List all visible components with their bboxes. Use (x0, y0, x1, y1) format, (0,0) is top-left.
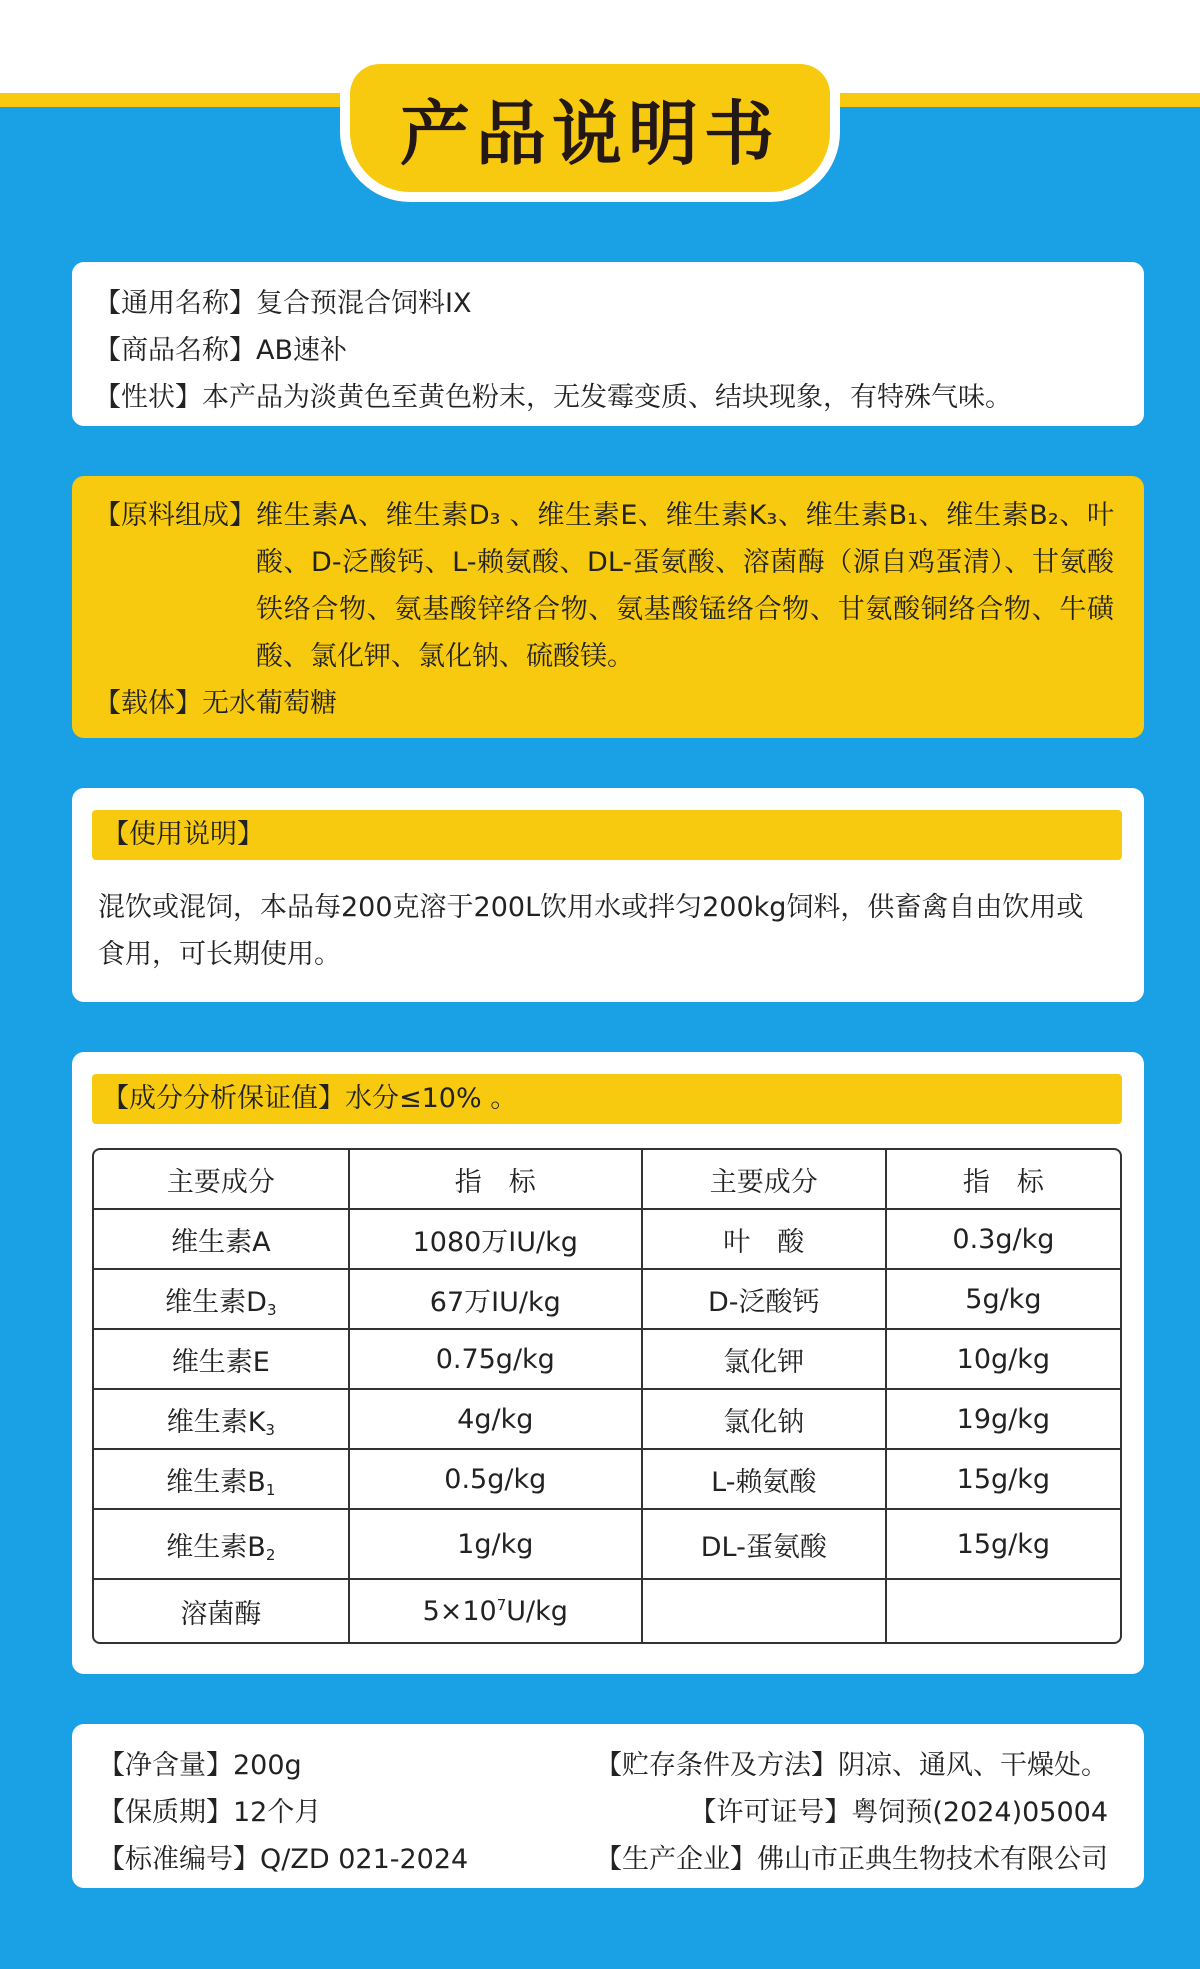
ingredient-cell: DL-蛋氨酸 (643, 1510, 887, 1580)
empty-cell (643, 1580, 887, 1642)
analysis-table (92, 1148, 1122, 1644)
value-cell: $5\times 10^7U/kg$ (350, 1580, 643, 1642)
header-index-2: 指 标 (887, 1150, 1120, 1210)
ingredient-cell: 氯化钾 (643, 1330, 887, 1390)
usage-line-1: 混饮或混饲，本品每200克溶于200L饮用水或拌匀200kg饲料，供畜禽自由饮用或 (98, 892, 1084, 923)
header-ingredient-2: 主要成分 (643, 1150, 887, 1210)
appearance: 【性状】本产品为淡黄色至黄色粉末，无发霉变质、结块现象，有特殊气味。 (94, 382, 1012, 413)
value-cell: 1080万IU/kg (350, 1210, 643, 1270)
footer-row-1 (98, 1742, 1108, 1789)
table-row (94, 1270, 1120, 1330)
value-cell: 10g/kg (887, 1330, 1120, 1390)
value-cell: 0.75g/kg (350, 1330, 643, 1390)
title-banner (350, 64, 830, 192)
ingredient-cell: D-泛酸钙 (643, 1270, 887, 1330)
footer-row-3 (98, 1836, 1108, 1883)
table-row (94, 1210, 1120, 1270)
net-weight: 【净含量】200g (98, 1750, 302, 1781)
ingredient-cell: 氯化钠 (643, 1390, 887, 1450)
manufacturer: 【生产企业】佛山市正典生物技术有限公司 (595, 1844, 1108, 1875)
usage-line-2: 食用，可长期使用。 (98, 939, 341, 970)
header-index-1: 指 标 (350, 1150, 643, 1210)
shelf-life: 【保质期】12个月 (98, 1797, 322, 1828)
footer-card (72, 1724, 1144, 1888)
value-cell: 15g/kg (887, 1450, 1120, 1510)
value-cell: 19g/kg (887, 1390, 1120, 1450)
ingredients-text: 维生素A、维生素D₃ 、维生素E、维生素K₃、维生素B₁、维生素B₂、叶酸、D-泛酸钙、L-赖氨酸、DL-蛋氨酸、溶菌酶（源自鸡蛋清）、甘氨酸铁络合物、氨基酸锌络合物、氨基酸锰络合物、甘氨酸铜络合物、牛磺酸、氯化钾、氯化钠、硫酸镁。 (256, 500, 1114, 672)
header-ingredient-1: 主要成分 (94, 1150, 350, 1210)
ingredient-cell: 维生素$D_3$ (94, 1270, 350, 1330)
license-number: 【许可证号】粤饲预(2024)05004 (689, 1797, 1108, 1828)
carrier: 【载体】无水葡萄糖 (94, 688, 337, 719)
ingredients-row (94, 492, 1114, 680)
ingredient-cell: 维生素E (94, 1330, 350, 1390)
generic-name: 【通用名称】复合预混合饲料IX (94, 288, 472, 319)
basic-info-card (72, 262, 1144, 426)
ingredients-label: 【原料组成】 (94, 500, 256, 531)
ingredient-cell: 维生素$B_1$ (94, 1450, 350, 1510)
page-title: 产品说明书 (400, 92, 780, 175)
value-cell: 67万IU/kg (350, 1270, 643, 1330)
brand-name: 【商品名称】AB速补 (94, 335, 347, 366)
table-row (94, 1450, 1120, 1510)
table-row (94, 1510, 1120, 1580)
value-cell: 1g/kg (350, 1510, 643, 1580)
usage-label: 【使用说明】 (92, 810, 1122, 860)
ingredient-cell: 维生素$B_2$ (94, 1510, 350, 1580)
standard-number: 【标准编号】Q/ZD 021-2024 (98, 1844, 469, 1875)
ingredient-cell: 溶菌酶 (94, 1580, 350, 1642)
ingredient-cell: 维生素A (94, 1210, 350, 1270)
ingredient-cell: 维生素$K_3$ (94, 1390, 350, 1450)
storage-conditions: 【贮存条件及方法】阴凉、通风、干燥处。 (595, 1750, 1108, 1781)
table-row (94, 1580, 1120, 1642)
empty-cell (887, 1580, 1120, 1642)
footer-row-2 (98, 1789, 1108, 1836)
analysis-label: 【成分分析保证值】水分≤10% 。 (92, 1074, 1122, 1124)
usage-card (72, 788, 1144, 1002)
value-cell: 0.3g/kg (887, 1210, 1120, 1270)
value-cell: 15g/kg (887, 1510, 1120, 1580)
ingredient-cell: L-赖氨酸 (643, 1450, 887, 1510)
table-header-row (94, 1150, 1120, 1210)
value-cell: 5g/kg (887, 1270, 1120, 1330)
analysis-card (72, 1052, 1144, 1674)
table-row (94, 1330, 1120, 1390)
value-cell: 4g/kg (350, 1390, 643, 1450)
ingredients-card (72, 476, 1144, 738)
ingredient-cell: 叶 酸 (643, 1210, 887, 1270)
table-row (94, 1390, 1120, 1450)
value-cell: 0.5g/kg (350, 1450, 643, 1510)
